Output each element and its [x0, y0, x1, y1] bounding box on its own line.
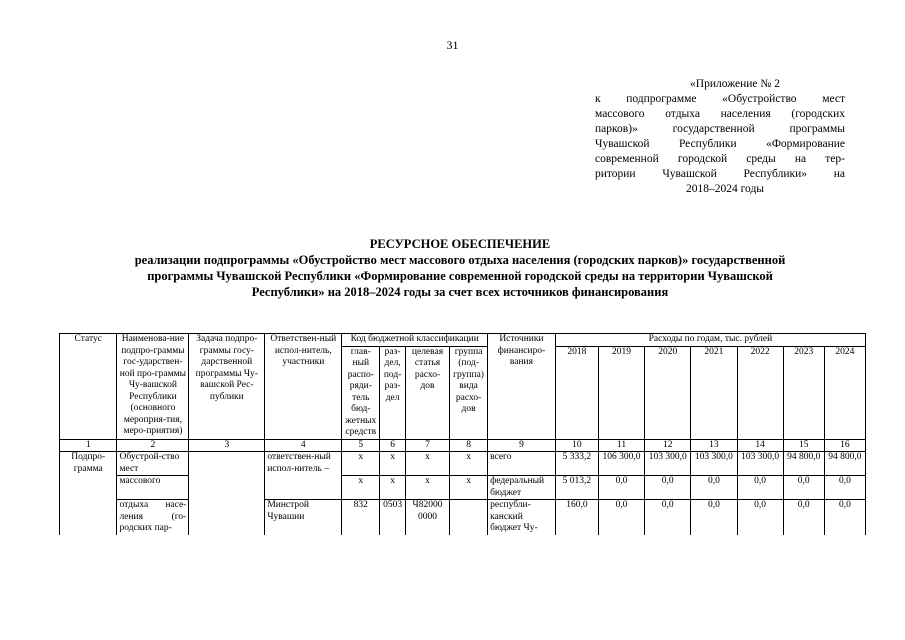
header-sources: Источники финансиро-вания — [488, 334, 556, 440]
header-name: Наименова-ние подпро-граммы гос-ударствен-ной про-граммы Чу-вашской Республики (основного мероприя-тия, меро-приятия) — [117, 334, 189, 440]
index-cell: 6 — [380, 439, 406, 452]
title-heading: РЕСУРСНОЕ ОБЕСПЕЧЕНИЕ — [369, 237, 551, 251]
appendix-note — [595, 77, 845, 197]
name-cell: массового — [117, 476, 189, 500]
code-main-cell: x — [342, 452, 380, 476]
index-cell: 10 — [555, 439, 598, 452]
header-expenses: Расходы по годам, тыс. рублей — [555, 334, 865, 347]
header-year: 2018 — [555, 346, 598, 439]
header-code-group: группа (под-группа) вида расхо-дов — [450, 346, 488, 439]
index-cell: 11 — [598, 439, 644, 452]
value-cell: 94 800,0 — [824, 452, 865, 476]
value-cell: 0,0 — [598, 500, 644, 535]
index-cell: 15 — [783, 439, 824, 452]
name-cell: отдыха насе-ления (го-родских пар- — [117, 500, 189, 535]
task-cell — [189, 452, 265, 535]
code-main-cell: x — [342, 476, 380, 500]
header-year: 2023 — [783, 346, 824, 439]
header-row — [60, 334, 866, 347]
source-cell: федеральный бюджет — [488, 476, 556, 500]
index-cell: 8 — [450, 439, 488, 452]
value-cell: 103 300,0 — [737, 452, 783, 476]
code-target-cell: x — [405, 476, 449, 500]
code-group-cell: x — [450, 476, 488, 500]
header-year: 2024 — [824, 346, 865, 439]
table-row — [60, 452, 866, 476]
header-responsible: Ответствен-ный испол-нитель, участники — [265, 334, 342, 440]
appendix-line: современной городской среды на тер- — [595, 153, 845, 165]
value-cell: 0,0 — [824, 476, 865, 500]
code-main-cell: 832 — [342, 500, 380, 535]
code-group-cell: x — [450, 452, 488, 476]
source-cell: республи-канский бюджет Чу- — [488, 500, 556, 535]
appendix-line: к подпрограмме «Обустройство мест — [595, 93, 845, 105]
index-cell: 13 — [691, 439, 737, 452]
appendix-line: массового отдыха населения (городских — [595, 108, 845, 120]
name-cell: Обустрой-ство мест — [117, 452, 189, 476]
header-code-main: глав-ный распо-ряди-тель бюд-жетных средств — [342, 346, 380, 439]
index-cell: 7 — [405, 439, 449, 452]
title-line: реализации подпрограммы «Обустройство мест массового отдыха населения (городских парков)» государственной — [134, 253, 786, 267]
value-cell: 0,0 — [783, 500, 824, 535]
value-cell: 0,0 — [737, 500, 783, 535]
value-cell: 103 300,0 — [691, 452, 737, 476]
header-status: Статус — [60, 334, 117, 440]
resource-table — [59, 333, 866, 535]
document-title — [60, 236, 860, 300]
header-code-target: целевая статья расхо-дов — [405, 346, 449, 439]
header-year: 2021 — [691, 346, 737, 439]
header-task: Задача подпро-граммы госу-дарственной программы Чу-вашской Рес-публики — [189, 334, 265, 440]
value-cell: 5 013,2 — [555, 476, 598, 500]
value-cell: 106 300,0 — [598, 452, 644, 476]
index-cell: 4 — [265, 439, 342, 452]
appendix-line: ритории Чувашской Республики» на — [595, 168, 845, 180]
header-year: 2019 — [598, 346, 644, 439]
page-number: 31 — [446, 38, 459, 52]
value-cell: 0,0 — [737, 476, 783, 500]
title-line: программы Чувашской Республики «Формирование современной городской среды на территории Чувашской — [147, 269, 773, 283]
value-cell: 94 800,0 — [783, 452, 824, 476]
value-cell: 0,0 — [645, 476, 691, 500]
header-budget-code: Код бюджетной классификации — [342, 334, 488, 347]
index-cell: 16 — [824, 439, 865, 452]
appendix-line: «Приложение № 2 — [690, 78, 780, 90]
title-line: Республики» на 2018–2024 годы за счет всех источников финансирования — [251, 285, 669, 299]
value-cell: 0,0 — [645, 500, 691, 535]
index-cell: 9 — [488, 439, 556, 452]
table-row — [60, 476, 866, 500]
index-cell: 2 — [117, 439, 189, 452]
index-row — [60, 439, 866, 452]
index-cell: 14 — [737, 439, 783, 452]
header-code-section: раз-дел, под-раз-дел — [380, 346, 406, 439]
value-cell: 0,0 — [824, 500, 865, 535]
responsible-cell: Минстрой Чувашии — [265, 500, 342, 535]
value-cell: 0,0 — [691, 476, 737, 500]
status-cell: Подпро-грамма — [60, 452, 117, 535]
index-cell: 1 — [60, 439, 117, 452]
responsible-cell: ответствен-ный испол-нитель – — [265, 452, 342, 500]
value-cell: 103 300,0 — [645, 452, 691, 476]
code-section-cell: x — [380, 452, 406, 476]
appendix-line: 2018–2024 годы — [685, 183, 765, 195]
value-cell: 0,0 — [598, 476, 644, 500]
value-cell: 0,0 — [783, 476, 824, 500]
index-cell: 3 — [189, 439, 265, 452]
appendix-line: парков)» государственной программы — [595, 123, 845, 135]
table-row — [60, 500, 866, 535]
header-year: 2022 — [737, 346, 783, 439]
code-section-cell: 0503 — [380, 500, 406, 535]
code-target-cell: x — [405, 452, 449, 476]
value-cell: 160,0 — [555, 500, 598, 535]
code-group-cell — [450, 500, 488, 535]
index-cell: 12 — [645, 439, 691, 452]
source-cell: всего — [488, 452, 556, 476]
value-cell: 0,0 — [691, 500, 737, 535]
index-cell: 5 — [342, 439, 380, 452]
header-year: 2020 — [645, 346, 691, 439]
code-section-cell: x — [380, 476, 406, 500]
appendix-line: Чувашской Республики «Формирование — [595, 138, 845, 150]
value-cell: 5 333,2 — [555, 452, 598, 476]
code-target-cell: Ч82000 0000 — [405, 500, 449, 535]
